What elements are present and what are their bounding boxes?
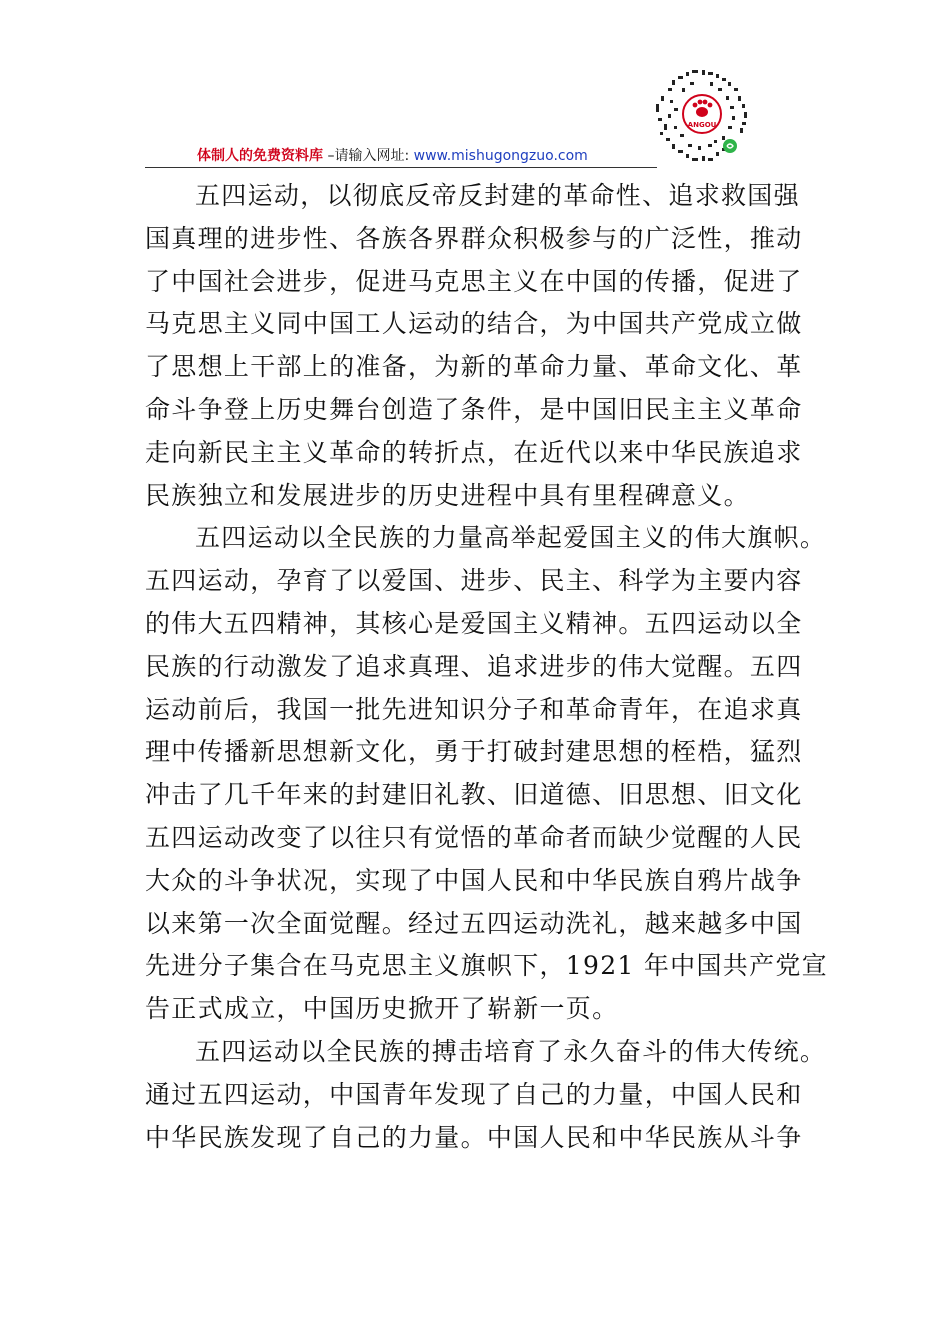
text-line: 的伟大五四精神，其核心是爱国主义精神。五四运动以全 — [145, 608, 803, 638]
text-line: 运动前后，我国一批先进知识分子和革命青年，在追求真 — [145, 694, 803, 724]
text-line: 命斗争登上历史舞台创造了条件，是中国旧民主主义革命 — [145, 394, 803, 424]
text-line: 以来第一次全面觉醒。经过五四运动洗礼，越来越多中国 — [145, 908, 803, 938]
text-line: 五四运动，以彻底反帝反封建的革命性、追求救国强 — [195, 181, 800, 210]
text-line: 走向新民主主义革命的转折点，在近代以来中华民族追求 — [145, 437, 803, 467]
brand-text: 体制人的免费资料库 — [197, 148, 323, 164]
text-line: 冲击了几千年来的封建旧礼教、旧道德、旧思想、旧文化 — [145, 780, 803, 810]
text-line: 马克思主义同中国工人运动的结合，为中国共产党成立做 — [145, 309, 803, 339]
text-line: 五四运动，孕育了以爱国、进步、民主、科学为主要内容 — [145, 566, 803, 596]
text-line: 五四运动改变了以往只有觉悟的革命者而缺少觉醒的人民 — [145, 822, 803, 852]
qr-logo-text: ANGOU — [687, 121, 717, 129]
mini-program-icon — [723, 139, 737, 153]
text-line: 理中传播新思想新文化，勇于打破封建思想的桎梏，猛烈 — [145, 737, 803, 767]
text-line: 五四运动以全民族的搏击培育了永久奋斗的伟大传统。 — [195, 1036, 827, 1066]
site-url-link[interactable]: www.mishugongzuo.com — [413, 148, 588, 164]
text-line: 国真理的进步性、各族各界群众积极参与的广泛性，推动 — [145, 223, 803, 253]
text-line: 中华民族发现了自己的力量。中国人民和中华民族从斗争 — [145, 1122, 803, 1152]
text-line: 民族的行动激发了追求真理、追求进步的伟大觉醒。五四 — [145, 651, 803, 681]
text-line: 通过五四运动，中国青年发现了自己的力量，中国人民和 — [145, 1079, 803, 1109]
text-line: 民族独立和发展进步的历史进程中具有里程碑意义。 — [145, 480, 750, 510]
text-line: 先进分子集合在马克思主义旗帜下，1921 年中国共产党宣 — [145, 951, 828, 981]
url-prompt: –请输入网址: — [323, 148, 414, 164]
header-divider — [145, 167, 657, 168]
text-line: 告正式成立，中国历史掀开了崭新一页。 — [145, 994, 619, 1024]
header-banner — [197, 145, 588, 169]
qr-code-image — [652, 66, 752, 166]
article-body — [145, 175, 828, 1159]
text-line: 了思想上干部上的准备，为新的革命力量、革命文化、革 — [145, 352, 803, 382]
text-line: 大众的斗争状况，实现了中国人民和中华民族自鸦片战争 — [145, 865, 803, 895]
text-line: 五四运动以全民族的力量高举起爱国主义的伟大旗帜。 — [195, 523, 827, 553]
text-line: 了中国社会进步，促进马克思主义在中国的传播，促进了 — [145, 266, 803, 296]
